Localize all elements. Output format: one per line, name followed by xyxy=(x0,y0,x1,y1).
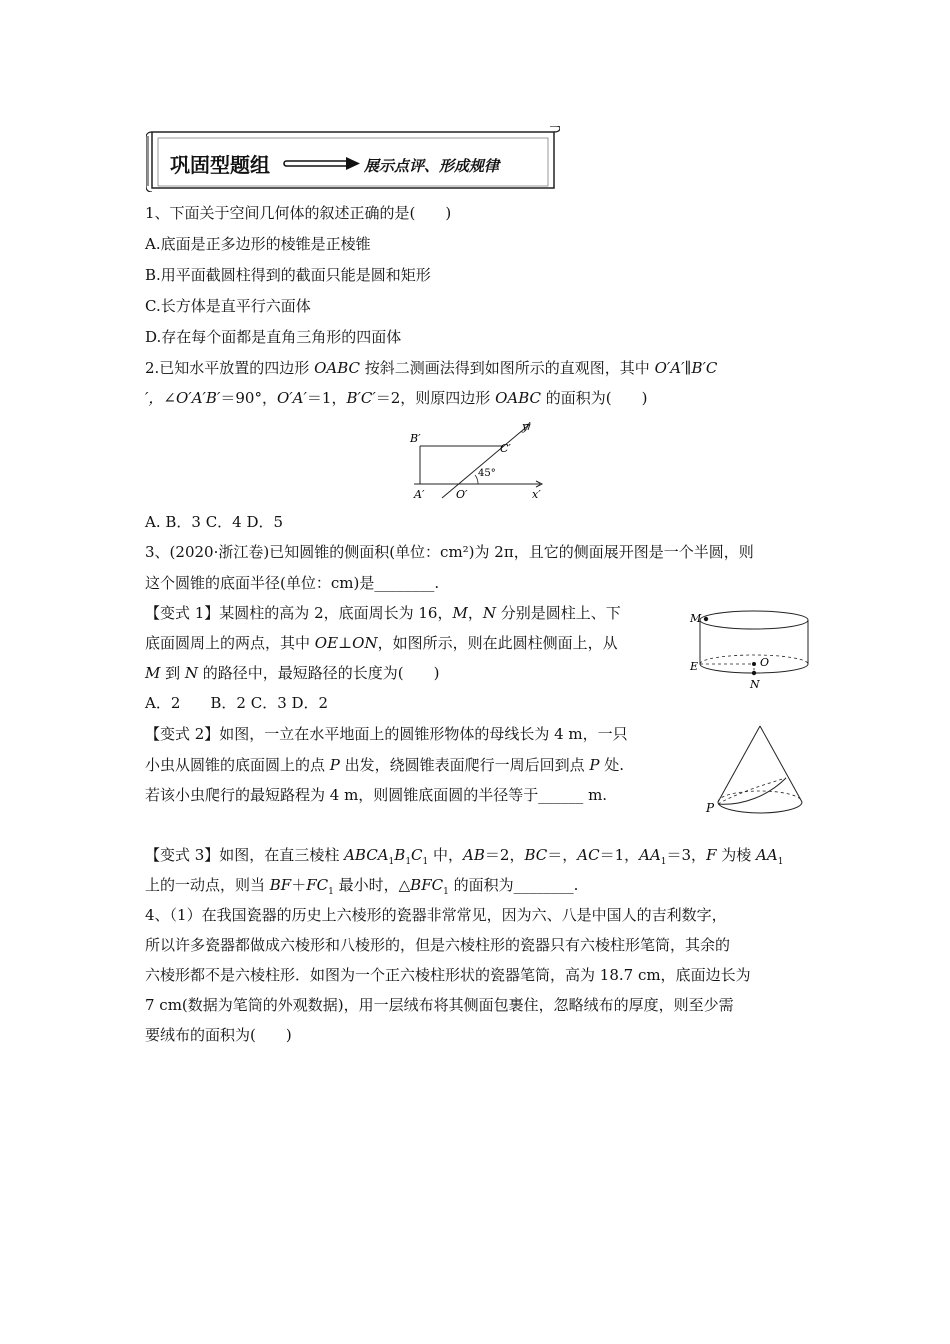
label-b-prime: B′ xyxy=(410,432,421,445)
q3-line1: 3、(2020·浙江卷)已知圆锥的侧面积(单位：cm²)为 2π，且它的侧面展开图是一个半圆，则 xyxy=(145,543,754,561)
q1-option-a: A.底面是正多边形的棱锥是正棱锥 xyxy=(145,235,371,253)
v1-answers: A．2 B．2 C．3 D．2 xyxy=(145,694,329,712)
v2-line1: 【变式 2】如图，一立在水平地面上的圆锥形物体的母线长为 4 m，一只 xyxy=(145,725,628,743)
v3-line1: 【变式 3】如图，在直三棱柱 $ABCA_1B_1C_1$ 中，AB＝2，BC＝，AC＝1，$AA_1=3$，F 为棱 $AA_1$ xyxy=(145,846,784,867)
label-a-prime: A′ xyxy=(414,488,425,501)
banner-title: 巩固型题组 xyxy=(170,153,270,177)
q1-option-b: B.用平面截圆柱得到的截面只能是圆和矩形 xyxy=(145,266,431,284)
v1-line1: 【变式 1】某圆柱的高为 2，底面周长为 16，M，N 分别是圆柱上、下 xyxy=(145,604,621,622)
label-c-prime: C′ xyxy=(500,442,511,455)
label-angle: 45° xyxy=(478,468,496,479)
q2-line1: 2.已知水平放置的四边形 OABC 按斜二测画法得到如图所示的直观图，其中 O′A′∥B′C xyxy=(145,359,718,377)
q1-option-c: C.长方体是直平行六面体 xyxy=(145,297,311,315)
v2-line3: 若该小虫爬行的最短路程为 4 m，则圆锥底面圆的半径等于______ m. xyxy=(145,786,608,804)
q3-line2: 这个圆锥的底面半径(单位：cm)是________. xyxy=(145,574,440,592)
v1-line2: 底面圆周上的两点，其中 OE⊥ON，如图所示，则在此圆柱侧面上，从 xyxy=(145,634,618,652)
label-p: P xyxy=(706,801,715,815)
label-y-prime: y′ xyxy=(522,420,531,433)
q2-answers: A. B．3 C．4 D．5 xyxy=(145,513,284,531)
q4-line2: 所以许多瓷器都做成六棱形和八棱形的，但是六棱柱形的瓷器只有六棱柱形笔筒，其余的 xyxy=(145,936,731,954)
label-o: O xyxy=(760,656,770,669)
label-m: M xyxy=(690,612,702,625)
section-banner xyxy=(146,126,560,192)
label-e: E xyxy=(690,660,699,673)
label-x-prime: x′ xyxy=(532,488,541,501)
v2-line2: 小虫从圆锥的底面圆上的点 P 出发，绕圆锥表面爬行一周后回到点 P 处. xyxy=(145,756,625,774)
q4-line3: 六棱形都不是六棱柱形．如图为一个正六棱柱形状的瓷器笔筒，高为 18.7 cm，底面边长为 xyxy=(145,966,751,984)
v2-cone-figure xyxy=(702,722,810,822)
v1-line3: M 到 N 的路径中，最短路径的长度为( ) xyxy=(145,664,440,682)
q1-stem: 1、下面关于空间几何体的叙述正确的是( ) xyxy=(145,204,452,222)
v1-cylinder-figure xyxy=(686,604,814,692)
q1-option-d: D.存在每个面都是直角三角形的四面体 xyxy=(145,328,402,346)
q4-line4: 7 cm(数据为笔筒的外观数据)，用一层绒布将其侧面包裹住，忽略绒布的厚度，则至少需 xyxy=(145,996,734,1014)
q2-line2: ′，∠O′A′B′＝90°，O′A′＝1，B′C′＝2，则原四边形 OABC 的面积为( ) xyxy=(145,389,648,407)
v3-line2: 上的一动点，则当 $BF+FC_1$ 最小时，$\triangle BFC_1$ 的面积为________. xyxy=(145,876,579,897)
banner-subtitle: 展示点评、形成规律 xyxy=(364,157,500,175)
q2-figure xyxy=(406,418,552,502)
q4-line1: 4、（1）在我国瓷器的历史上六棱形的瓷器非常常见，因为六、八是中国人的吉利数字， xyxy=(145,906,727,924)
q4-line5: 要绒布的面积为( ) xyxy=(145,1026,292,1044)
label-n: N xyxy=(750,678,760,691)
label-o-prime: O′ xyxy=(456,488,468,501)
